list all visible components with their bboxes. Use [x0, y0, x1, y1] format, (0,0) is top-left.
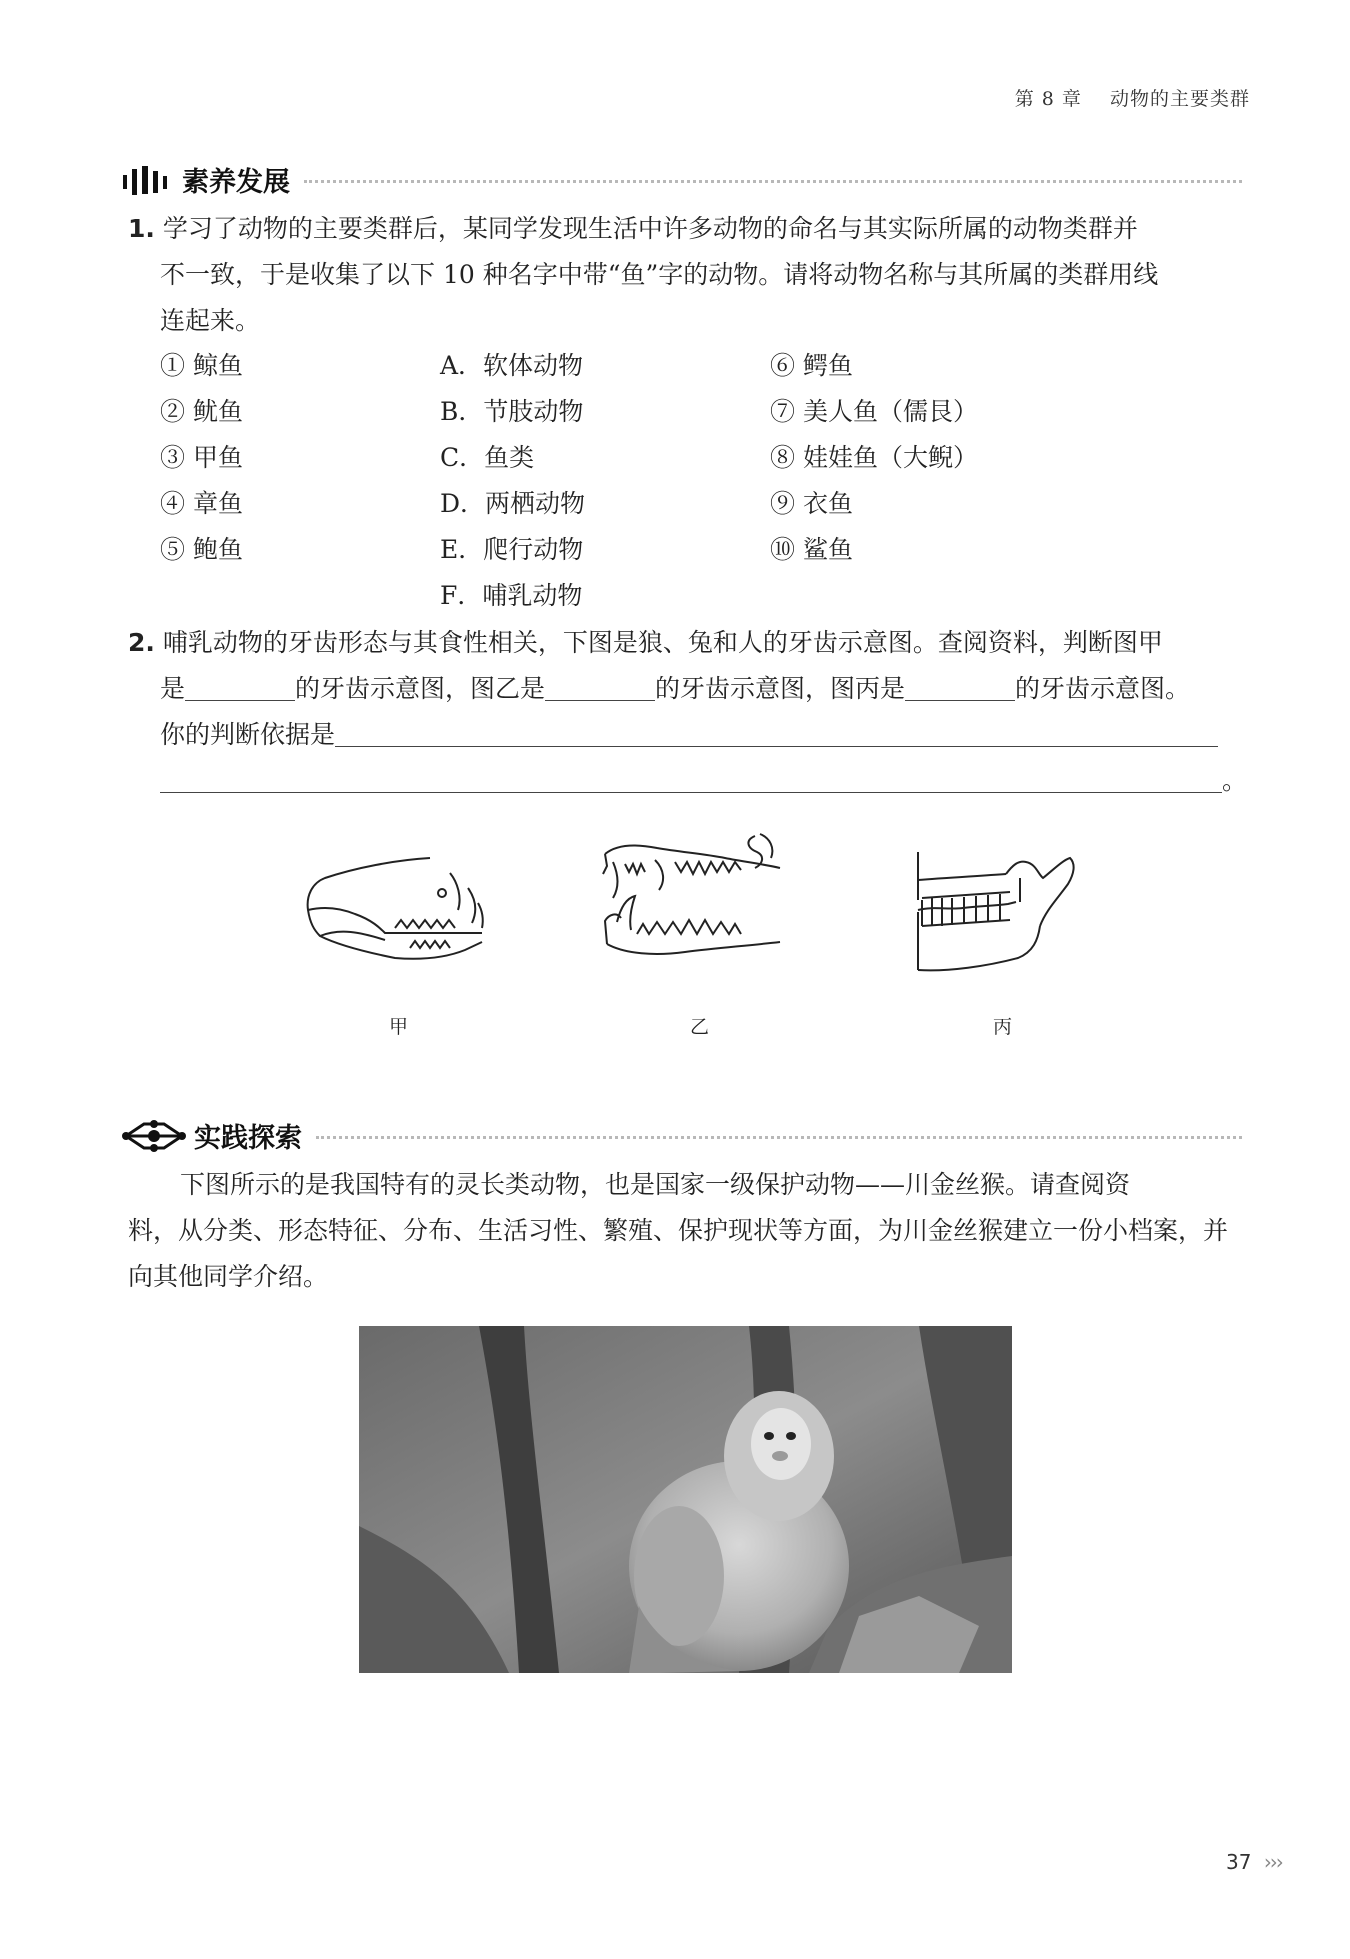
section-title: 素养发展	[182, 167, 290, 198]
page-number-value: 37	[1226, 1850, 1252, 1874]
section-title: 实践探索	[194, 1123, 302, 1154]
group-option: C．鱼类	[440, 443, 535, 472]
question-number: 2.	[128, 628, 155, 657]
question-text: 的牙齿示意图。	[1015, 674, 1191, 703]
animal-option: ③ 甲鱼	[160, 443, 243, 472]
figure-caption-yi: 乙	[690, 1016, 710, 1038]
sentence-end: 。	[1222, 766, 1248, 795]
question-text: 的牙齿示意图，图乙是	[295, 674, 546, 703]
chapter-title: 动物的主要类群	[1109, 88, 1250, 110]
question-text: 不一致，于是收集了以下 10 种名字中带“鱼”字的动物。请将动物名称与其所属的类群用线	[160, 260, 1159, 289]
animal-list-right	[770, 346, 978, 576]
group-option: B．节肢动物	[440, 397, 584, 426]
reason-blank-line-1[interactable]	[335, 718, 1218, 747]
animal-option: ② 鱿鱼	[160, 397, 243, 426]
animal-option: ⑧ 娃娃鱼（大鲵）	[770, 443, 978, 472]
animal-option: ④ 章鱼	[160, 489, 243, 518]
question-text: 的牙齿示意图，图丙是	[655, 674, 906, 703]
paragraph-line: 下图所示的是我国特有的灵长类动物，也是国家一级保护动物——川金丝猴。请查阅资	[180, 1170, 1131, 1199]
animal-list-left	[160, 346, 243, 576]
paragraph-line: 向其他同学介绍。	[128, 1262, 329, 1291]
page-number	[1226, 1850, 1282, 1874]
chapter-number: 第 8 章	[1014, 88, 1082, 110]
bars-icon	[122, 165, 174, 195]
practice-paragraph	[128, 1162, 1248, 1300]
group-option: A．软体动物	[440, 351, 584, 380]
question-number: 1.	[128, 214, 155, 243]
skull-figure-yi	[595, 826, 795, 976]
golden-monkey-photo	[359, 1326, 1012, 1673]
question-text: 是	[160, 674, 186, 703]
animal-option: ⑦ 美人鱼（儒艮）	[770, 397, 978, 426]
animal-option: ① 鲸鱼	[160, 351, 243, 380]
molecule-icon	[122, 1119, 186, 1153]
animal-option: ⑨ 衣鱼	[770, 489, 853, 518]
page-header	[1015, 84, 1250, 111]
reason-blank-line-2[interactable]	[160, 764, 1222, 793]
animal-option: ⑩ 鲨鱼	[770, 535, 853, 564]
question-text: 连起来。	[160, 306, 261, 335]
animal-option: ⑤ 鲍鱼	[160, 535, 243, 564]
answer-blank-yi[interactable]	[545, 672, 655, 701]
dotted-divider	[304, 180, 1242, 183]
figure-caption-jia: 甲	[389, 1016, 409, 1038]
question-text: 哺乳动物的牙齿形态与其食性相关，下图是狼、兔和人的牙齿示意图。查阅资料，判断图甲	[162, 628, 1163, 657]
section-heading-practice	[122, 1116, 1242, 1155]
group-option: D．两栖动物	[440, 489, 586, 518]
paragraph-line: 料，从分类、形态特征、分布、生活习性、繁殖、保护现状等方面，为川金丝猴建立一份小档案，并	[128, 1216, 1229, 1245]
group-list	[440, 346, 585, 622]
animal-option: ⑥ 鳄鱼	[770, 351, 853, 380]
chevron-right-icon: ›››	[1263, 1850, 1282, 1874]
question-text: 你的判断依据是	[160, 720, 336, 749]
question-2	[128, 620, 1248, 804]
section-heading-literacy	[122, 160, 1242, 199]
question-1	[128, 206, 1248, 344]
skull-figure-jia	[300, 848, 490, 974]
figure-caption-bing: 丙	[993, 1016, 1013, 1038]
answer-blank-jia[interactable]	[185, 672, 295, 701]
skull-figure-bing	[908, 840, 1108, 975]
question-text: 学习了动物的主要类群后，某同学发现生活中许多动物的命名与其实际所属的动物类群并	[162, 214, 1138, 243]
group-option: E．爬行动物	[440, 535, 584, 564]
answer-blank-bing[interactable]	[905, 672, 1015, 701]
group-option: F．哺乳动物	[440, 581, 583, 610]
dotted-divider	[316, 1136, 1242, 1139]
